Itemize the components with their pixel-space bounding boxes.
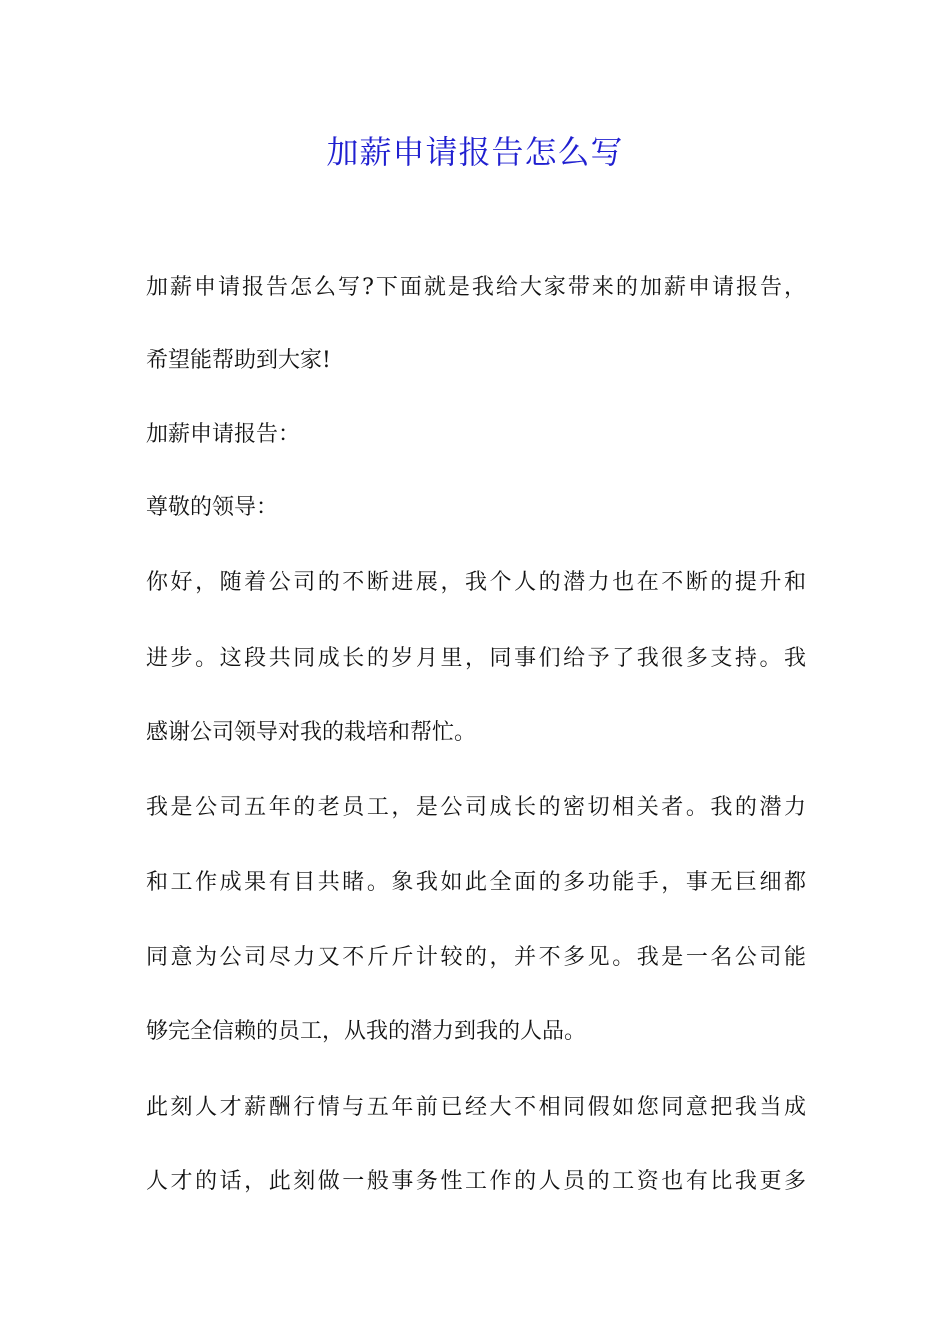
paragraph-line: 够完全信赖的员工，从我的潜力到我的人品。 (146, 1019, 587, 1044)
paragraph-line: 进步。这段共同成长的岁月里，同事们给予了我很多支持。我 (146, 646, 806, 671)
paragraph-line: 你好，随着公司的不断进展，我个人的潜力也在不断的提升和 (146, 570, 806, 595)
document-title: 加薪申请报告怎么写 (326, 133, 624, 171)
paragraph-line: 加薪申请报告： (146, 422, 301, 447)
paragraph-line: 尊敬的领导： (146, 495, 279, 520)
paragraph-line: 人才的话，此刻做一般事务性工作的人员的工资也有比我更多 (146, 1169, 806, 1194)
paragraph-line: 我是公司五年的老员工，是公司成长的密切相关者。我的潜力 (146, 795, 806, 820)
paragraph-line: 感谢公司领导对我的栽培和帮忙。 (146, 720, 477, 745)
paragraph-line: 加薪申请报告怎么写?下面就是我给大家带来的加薪申请报告， (146, 275, 806, 300)
paragraph-line: 和工作成果有目共睹。象我如此全面的多功能手，事无巨细都 (146, 870, 806, 895)
paragraph-line: 希望能帮助到大家! (146, 348, 331, 373)
paragraph-line: 此刻人才薪酬行情与五年前已经大不相同假如您同意把我当成 (146, 1095, 806, 1120)
paragraph-line: 同意为公司尽力又不斤斤计较的，并不多见。我是一名公司能 (146, 945, 806, 970)
